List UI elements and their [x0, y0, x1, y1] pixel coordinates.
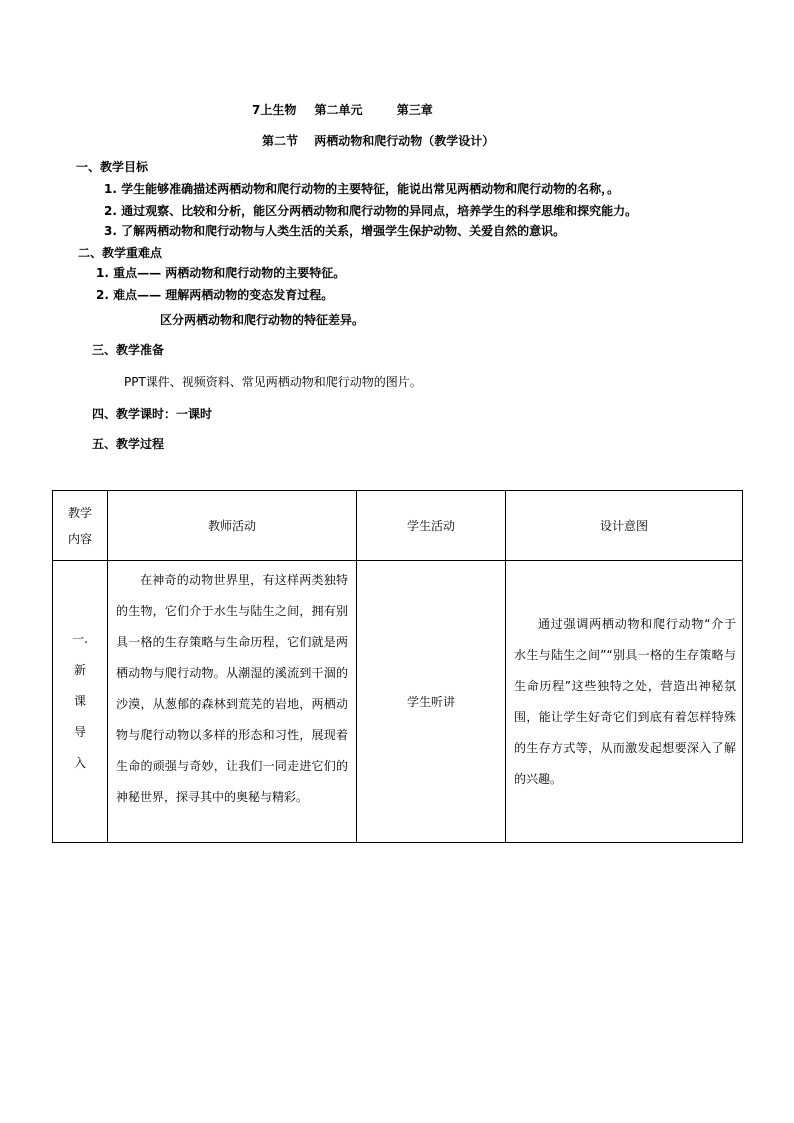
- header-content-line2: 内容: [67, 531, 92, 546]
- preparation-text: PPT课件、视频资料、常见两栖动物和爬行动物的图片。: [124, 375, 422, 389]
- key-point-item: 1. 重点—— 两栖动物和爬行动物的主要特征。: [96, 266, 346, 280]
- content-char: 课: [73, 694, 86, 708]
- content-char: 导: [73, 725, 86, 739]
- objective-item: 2. 通过观察、比较和分析，能区分两栖动物和爬行动物的异同点，培养学生的科学思维和探究能力。: [104, 204, 638, 218]
- objectives-heading: 一、教学目标: [76, 160, 149, 174]
- objective-item: 1. 学生能够准确描述两栖动物和爬行动物的主要特征，能说出常见两栖动物和爬行动物的名称，。: [104, 182, 620, 196]
- header-design-intent: 设计意图: [506, 491, 743, 561]
- title-chapter: 第三章: [396, 103, 433, 117]
- key-point-item: 区分两栖动物和爬行动物的特征差异。: [160, 313, 365, 327]
- section-name: 两栖动物和爬行动物（教学设计）: [314, 134, 495, 148]
- section-number: 第二节: [262, 134, 299, 148]
- row-content-cell: [53, 561, 108, 843]
- row-design-intent: 通过强调两栖动物和爬行动物“介于水生与陆生之间”“别具一格的生存策略与生命历程”这些独特之处，营造出神秘氛围，能让学生好奇它们到底有着怎样特殊的生存方式等，从而激发起想要深入了解的兴趣。: [506, 561, 743, 843]
- header-content: [53, 491, 108, 561]
- lesson-process-table: [52, 490, 743, 843]
- header-teacher-activity: 教师活动: [108, 491, 357, 561]
- table-header-row: [53, 491, 743, 561]
- period-heading: 四、教学课时：一课时: [92, 407, 213, 421]
- title-subject: 7上生物: [252, 103, 297, 117]
- key-points-heading: 二、教学重难点: [78, 246, 163, 260]
- preparation-heading: 三、教学准备: [92, 343, 165, 357]
- document-title: [252, 101, 433, 119]
- process-heading: 五、教学过程: [92, 437, 165, 451]
- row-teacher-activity: 在神奇的动物世界里，有这样两类独特的生物，它们介于水生与陆生之间，拥有别具一格的生存策略与生命历程，它们就是两栖动物与爬行动物。从潮湿的溪流到干涸的沙漠，从葱郁的森林到荒芜的岩地，两栖动物与爬行动物以多样的形态和习性，展现着生命的顽强与奇妙，让我们一同走进它们的神秘世界，探寻其中的奥秘与精彩。: [108, 561, 357, 843]
- content-char: 一.: [72, 632, 88, 646]
- header-content-line1: 教学: [67, 505, 92, 520]
- objective-item: 3. 了解两栖动物和爬行动物与人类生活的关系，增强学生保护动物、关爱自然的意识。: [104, 224, 566, 238]
- header-student-activity: 学生活动: [357, 491, 506, 561]
- title-unit: 第二单元: [314, 103, 363, 117]
- content-char: 新: [73, 663, 86, 677]
- row-student-activity: 学生听讲: [357, 561, 506, 843]
- key-point-item: 2. 难点—— 理解两栖动物的变态发育过程。: [96, 288, 334, 302]
- content-char: 入: [73, 756, 86, 770]
- table-row: [53, 561, 743, 843]
- section-title: [262, 132, 494, 150]
